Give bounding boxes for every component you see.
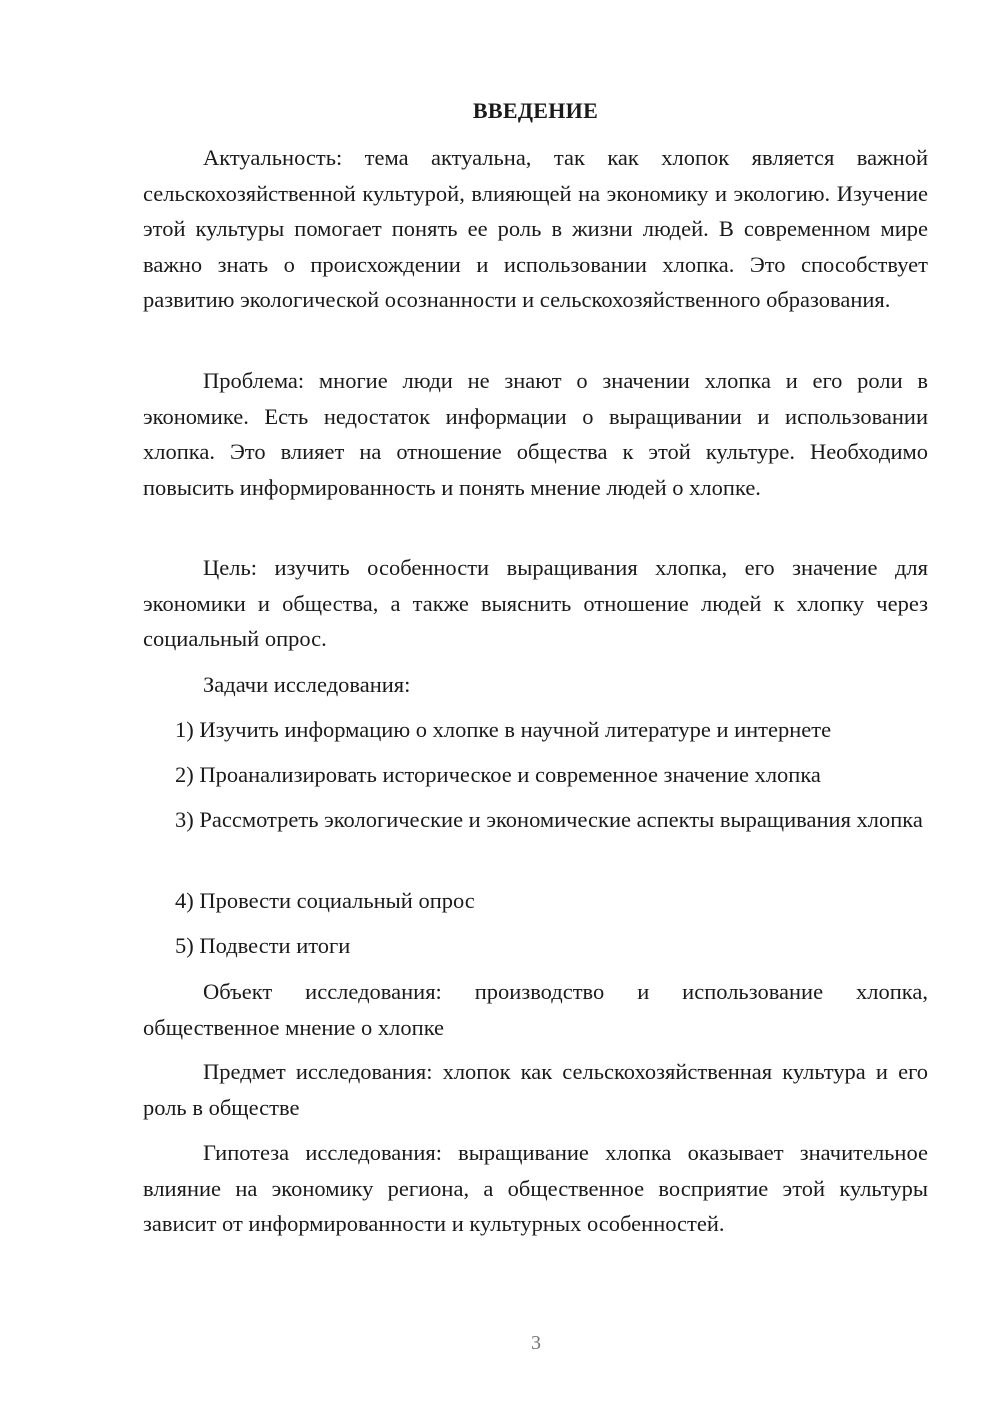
section-title: ВВЕДЕНИЕ — [472, 98, 599, 123]
paragraph-problem: Проблема: многие люди не знают о значении хлопка и его роли в экономике. Есть недостаток информации о выращивании и использовании хлопка. Это влияет на отношение общества к этой культуре. Необходимо повысить информированность и понять мнение людей о хлопке. — [143, 368, 928, 500]
paragraph-hypothesis: Гипотеза исследования: выращивание хлопка оказывает значительное влияние на экономику региона, а общественное восприятие этой культуры зависит от информированности и культурных особенностей. — [143, 1140, 928, 1236]
task-item: 3) Рассмотреть экологические и экономические аспекты выращивания хлопка — [175, 807, 923, 832]
paragraph-object: Объект исследования: производство и использование хлопка, общественное мнение о хлопке — [143, 979, 928, 1040]
task-item: 2) Проанализировать историческое и современное значение хлопка — [175, 762, 821, 787]
task-item: 4) Провести социальный опрос — [175, 888, 475, 913]
paragraph-subject: Предмет исследования: хлопок как сельскохозяйственная культура и его роль в обществе — [143, 1059, 928, 1120]
tasks-heading: Задачи исследования: — [203, 672, 411, 697]
task-item: 5) Подвести итоги — [175, 933, 351, 958]
page-number: 3 — [531, 1332, 541, 1354]
paragraph-goal: Цель: изучить особенности выращивания хлопка, его значение для экономики и общества, а также выяснить отношение людей к хлопку через социальный опрос. — [143, 555, 928, 651]
paragraph-relevance: Актуальность: тема актуальна, так как хлопок является важной сельскохозяйственной культурой, влияющей на экономику и экологию. Изучение этой культуры помогает понять ее роль в жизни людей. В современном мире важно знать о происхождении и использовании хлопка. Это способствует развитию экологической осознанности и сельскохозяйственного образования. — [143, 145, 928, 312]
task-item: 1) Изучить информацию о хлопке в научной литературе и интернете — [175, 717, 832, 742]
